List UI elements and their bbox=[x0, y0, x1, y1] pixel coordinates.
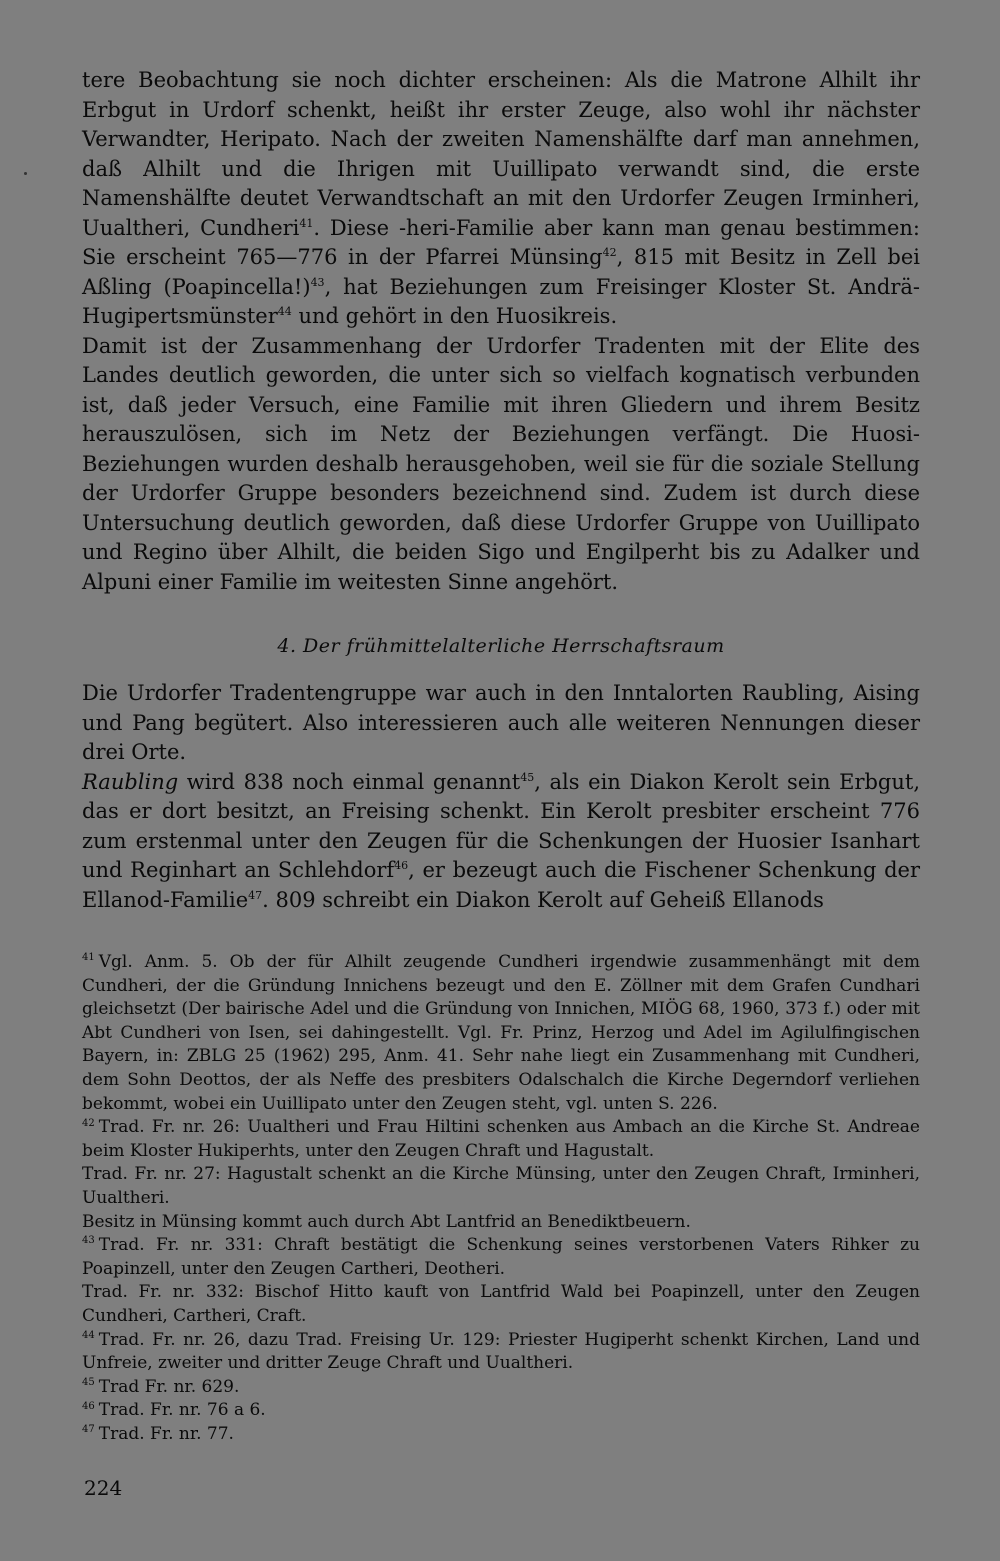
footnote bbox=[82, 1423, 920, 1447]
footnote bbox=[82, 1163, 920, 1210]
footnotes bbox=[82, 951, 920, 1446]
paragraph bbox=[82, 679, 920, 768]
footnote-reference: 46 bbox=[394, 859, 409, 872]
footnote-reference: 45 bbox=[520, 770, 535, 784]
footnote-text: Trad. Fr. nr. 26: Uualtheri und Frau Hiltini schenken aus Ambach an die Kirche St. Andreae beim Kloster Hukiperhts, unter den Zeugen Chraft und Hagustalt. bbox=[82, 1117, 920, 1161]
footnote-text: Vgl. Anm. 5. Ob der für Alhilt zeugende Cundheri irgendwie zusammenhängt mit dem Cundheri, der die Gründung Innichens bezeugt und den E. Zöllner mit dem Grafen Cundhari gleichsetzt (Der bairische Adel und die Gründung von Innichen, MIÖG 68, 1960, 373 f.) oder mit Abt Cundheri von Isen, sei dahingestellt. Vgl. Fr. Prinz, Herzog und Adel im Agilulfingischen Bayern, in: ZBLG 25 (1962) 295, Anm. 41. Sehr nahe liegt ein Zusammenhang mit Cundheri, dem Sohn Deottos, der als Neffe des presbiters Odalschalch die Kirche Degerndorf verliehen bekommt, wobei ein Uuillipato unter den Zeugen steht, vgl. unten S. 226. bbox=[82, 952, 920, 1114]
footnote-number: 42 bbox=[82, 1117, 95, 1129]
text-run: , als ein Diakon Kerolt sein Erbgut, das er dort besitzt, an Freising schenkt. Ein Kerolt presbiter erscheint 776 zum erstenmal unter den Zeugen für die Schenkungen der Huosier Isanhart und Reginhart an Schlehdorf bbox=[82, 769, 921, 882]
footnote-number: 47 bbox=[82, 1424, 95, 1436]
footnote-text: Besitz in Münsing kommt auch durch Abt Lantfrid an Benediktbeuern. bbox=[82, 1211, 691, 1232]
text-run: Damit ist der Zusammenhang der Urdorfer Tradenten mit der Elite des Landes deutlich geworden, die unter sich so vielfach kognatisch verbunden ist, daß jeder Versuch, eine Familie mit ihren Gliedern und ihrem Besitz herauszulösen, sich im Netz der Beziehungen verfängt. Die Huosi-Beziehungen wurden deshalb herausgehoben, weil sie für die soziale Stellung der Urdorfer Gruppe besonders bezeichnend sind. Zudem ist durch diese Untersuchung deutlich geworden, daß diese Urdorfer Gruppe von Uuillipato und Regino über Alhilt, die beiden Sigo und Engilperht bis zu Adalker und Alpuni einer Familie im weitesten Sinne angehört. bbox=[82, 333, 920, 594]
footnote bbox=[82, 1211, 920, 1235]
section-heading: 4. Der frühmittelalterliche Herrschaftsraum bbox=[277, 635, 725, 657]
footnote bbox=[82, 1329, 920, 1376]
text-run: Die Urdorfer Tradentengruppe war auch in den Inntalorten Raubling, Aising und Pang begütert. Also interessieren auch alle weiteren Nennungen dieser drei Orte. bbox=[82, 681, 920, 764]
footnote-text: Trad. Fr. nr. 26, dazu Trad. Freising Ur. 129: Priester Hugiperht schenkt Kirchen, Land und Unfreie, zweiter und dritter Zeuge Chraft und Uualtheri. bbox=[82, 1329, 920, 1374]
footnote-number: 46 bbox=[82, 1400, 95, 1412]
book-page bbox=[82, 66, 920, 1446]
footnote-text: Trad. Fr. nr. 27: Hagustalt schenkt an die Kirche Münsing, unter den Zeugen Chraft, Irminheri, Uualtheri. bbox=[82, 1164, 920, 1208]
text-run: , er bezeugt auch die Fischener Schenkung der Ellanod-Familie bbox=[82, 858, 921, 912]
footnote-number: 44 bbox=[82, 1329, 95, 1341]
footnote-reference: 41 bbox=[299, 216, 314, 230]
footnote-text: Trad. Fr. nr. 331: Chraft bestätigt die Schenkung seines verstorbenen Vaters Rihker zu Poapinzell, unter den Zeugen Cartheri, Deotheri. bbox=[82, 1235, 920, 1279]
footnote-reference: 43 bbox=[310, 275, 325, 289]
body-text-bottom bbox=[82, 679, 920, 915]
footnote bbox=[82, 951, 920, 1116]
text-run: . Diese -heri-Familie aber kann man genau bestimmen: Sie erscheint 765—776 in der Pfarrei Münsing bbox=[82, 215, 921, 269]
paragraph bbox=[82, 66, 920, 332]
footnote bbox=[82, 1281, 920, 1328]
footnote bbox=[82, 1399, 920, 1423]
footnote-number: 41 bbox=[82, 952, 95, 964]
text-run: tere Beobachtung sie noch dichter erscheinen: Als die Matrone Alhilt ihr Erbgut in Urdorf schenkt, heißt ihr erster Zeuge, also wohl ihr nächster Verwandter, Heripato. Nach der zweiten Namenshälfte darf man annehmen, daß Alhilt und die Ihrigen mit Uuillipato verwandt sind, die erste Namenshälfte deutet Verwandtschaft an mit den Urdorfer Zeugen Irminheri, Uualtheri, Cundheri bbox=[82, 68, 920, 240]
page-number: 224 bbox=[84, 1476, 123, 1500]
text-run: und gehört in den Huosikreis. bbox=[291, 304, 618, 328]
footnote-text: Trad. Fr. nr. 77. bbox=[98, 1423, 234, 1444]
text-run: wird 838 noch einmal genannt bbox=[178, 769, 521, 794]
footnote-reference: 42 bbox=[602, 246, 617, 259]
footnote bbox=[82, 1234, 920, 1281]
paragraph bbox=[82, 768, 920, 916]
footnote-text: Trad. Fr. nr. 332: Bischof Hitto kauft von Lantfrid Wald bei Poapinzell, unter den Zeugen Cundheri, Cartheri, Craft. bbox=[82, 1282, 920, 1326]
text-run: . 809 schreibt ein Diakon Kerolt auf Geheiß Ellanods bbox=[262, 887, 824, 912]
text-run: , 815 mit Besitz in Zell bei Aßling (Poapincella!) bbox=[82, 245, 920, 299]
paragraph bbox=[82, 332, 920, 598]
body-text-top bbox=[82, 66, 920, 597]
footnote-text: Trad Fr. nr. 629. bbox=[98, 1376, 240, 1397]
footnote-reference: 47 bbox=[248, 888, 263, 902]
footnote-reference: 44 bbox=[277, 305, 292, 318]
text-run: , hat Beziehungen zum Freisinger Kloster St. Andrä-Hugipertsmünster bbox=[82, 274, 920, 328]
footnote-number: 43 bbox=[82, 1235, 95, 1247]
footnote-number: 45 bbox=[82, 1377, 95, 1389]
footnote bbox=[82, 1116, 920, 1163]
footnote-text: Trad. Fr. nr. 76 a 6. bbox=[98, 1400, 266, 1421]
footnote bbox=[82, 1376, 920, 1400]
italic-term: Raubling bbox=[82, 769, 179, 794]
scan-speck bbox=[24, 172, 27, 175]
